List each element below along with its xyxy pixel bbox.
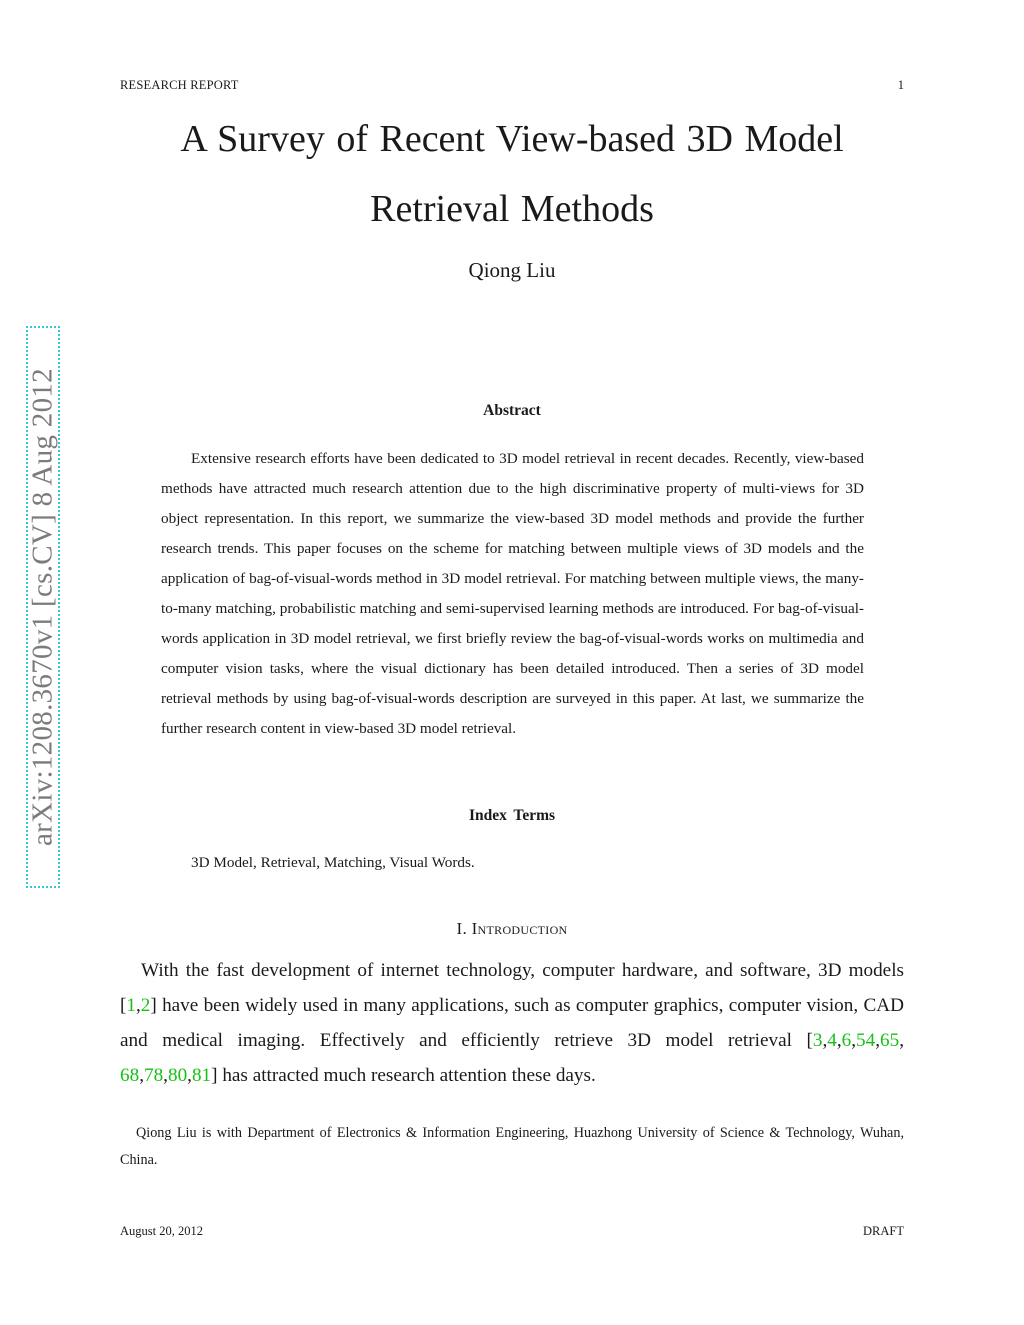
page-number: 1 xyxy=(897,78,904,92)
author-affiliation-footnote: Qiong Liu is with Department of Electronics & Information Engineering, Huazhong University of Science & Technology, Wuhan, China. xyxy=(120,1125,904,1168)
introduction-paragraph: With the fast development of internet technology, computer hardware, and software, 3D models [1,2] have been widely used in many applications, such as computer graphics, computer vision, CAD and medical imaging. Effectively and efficiently retrieve 3D model retrieval [3,4,6,54,65, 68,78,80,81] has attracted much research attention these days. xyxy=(120,960,904,1086)
abstract-heading: Abstract xyxy=(483,402,541,419)
footer-status: DRAFT xyxy=(863,1224,904,1238)
section-title: Introduction xyxy=(471,919,568,938)
index-terms-text: 3D Model, Retrieval, Matching, Visual Words. xyxy=(191,854,475,871)
citation-link[interactable]: 80 xyxy=(167,1065,188,1086)
citation-link[interactable]: 4 xyxy=(827,1030,837,1051)
citation-link[interactable]: 81 xyxy=(191,1065,212,1086)
footer-date: August 20, 2012 xyxy=(120,1224,203,1238)
running-header-title: RESEARCH REPORT xyxy=(120,78,239,92)
author-name: Qiong Liu xyxy=(468,258,556,282)
paper-title-line-2: Retrieval Methods xyxy=(370,188,654,230)
intro-text-part-1: With the fast development of internet technology, computer hardware, and software, 3D models [ xyxy=(120,960,904,1016)
citation-link[interactable]: 54 xyxy=(856,1030,876,1051)
paper-title-line-1: A Survey of Recent View-based 3D Model xyxy=(180,118,844,160)
paper-title xyxy=(100,104,924,244)
index-terms-heading: Index Terms xyxy=(468,807,556,824)
section-heading-introduction xyxy=(0,919,1024,939)
citation-link[interactable]: 2 xyxy=(140,995,151,1016)
citation-link[interactable]: 65 xyxy=(880,1030,900,1051)
abstract-text: Extensive research efforts have been dedicated to 3D model retrieval in recent decades. Recently, view-based methods have attracted much research attention due to the high discriminative property of multi-views for 3D object representation. In this report, we summarize the view-based 3D model methods and provide the further research trends. This paper focuses on the scheme for matching between multiple views of 3D models and the application of bag-of-visual-words method in 3D model retrieval. For matching between multiple views, the many-to-many matching, probabilistic matching and semi-supervised learning methods are introduced. For bag-of-visual-words application in 3D model retrieval, we first briefly review the bag-of-visual-words works on multimedia and computer vision tasks, where the visual dictionary has been detailed introduced. Then a series of 3D model retrieval methods by using bag-of-visual-words description are surveyed in this paper. At last, we summarize the further research content in view-based 3D model retrieval. xyxy=(161,450,864,737)
citation-link[interactable]: 78 xyxy=(143,1065,164,1086)
intro-text-part-3: ] has attracted much research attention these days. xyxy=(211,1065,596,1086)
citation-link[interactable]: 3 xyxy=(812,1030,823,1051)
citation-link[interactable]: 68 xyxy=(120,1065,140,1086)
section-numeral: I. xyxy=(456,919,468,938)
arxiv-identifier: arXiv:1208.3670v1 [cs.CV] 8 Aug 2012 xyxy=(26,368,59,846)
citation-link[interactable]: 1 xyxy=(126,995,136,1016)
intro-text-part-2: ] have been widely used in many applications, such as computer graphics, computer vision, CAD and medical imaging. Effectively and efficiently retrieve 3D model retrieval [ xyxy=(120,995,904,1051)
citation-link[interactable]: 6 xyxy=(841,1030,852,1051)
